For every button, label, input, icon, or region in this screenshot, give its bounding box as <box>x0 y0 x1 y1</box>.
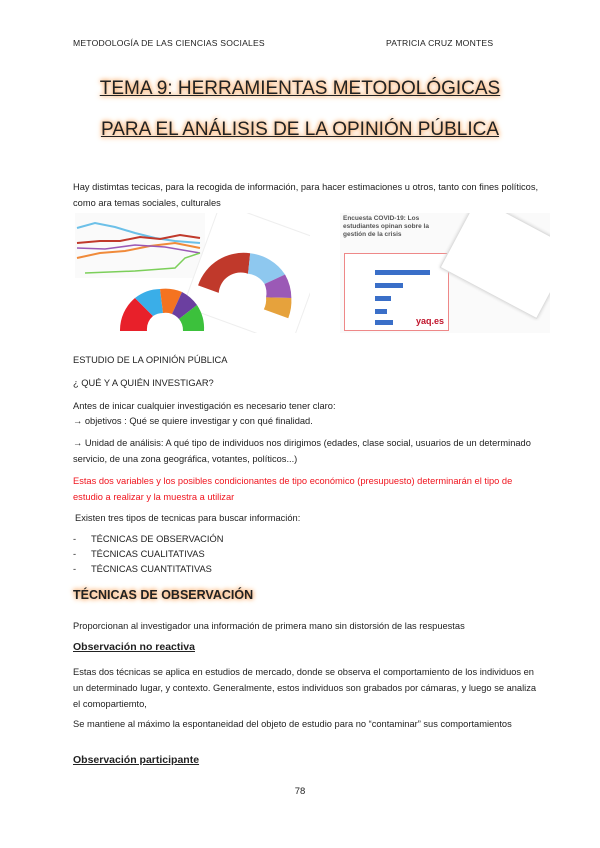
bullet: - <box>73 534 77 544</box>
survey-bar-chart <box>344 253 449 331</box>
question-heading: ¿ QUÉ Y A QUIÉN INVESTIGAR? <box>73 378 214 388</box>
red-note: Estas dos variables y los posibles condicionantes de tipo económico (presupuesto) determinarán el tipo de estudio a realizar y la muestra a utilizar <box>73 476 513 502</box>
nonreactive-text: Estas dos técnicas se aplica en estudios de mercado, donde se observa el comportamiento de los individuos en un determinado lugar, y contexto. Generalmente, estos individuos son grabados por cámaras, y luego se analiza el comopartiemto, <box>73 667 537 709</box>
list-item: - TÉCNICAS CUALITATIVAS <box>73 549 205 559</box>
observation-text: Proporcionan al investigador una información de primera mano sin distorsión de las respuestas <box>73 621 465 631</box>
list-item: - TÉCNICAS CUANTITATIVAS <box>73 564 212 574</box>
before-text: Antes de inicar cualquier investigación es necesario tener claro: <box>73 401 336 411</box>
unit-text: → Unidad de análisis: A qué tipo de individuos nos dirigimos (edades, clase social, usuarios de un determinado servicio, de una zona geográfica, votantes, políticos...) <box>73 438 531 464</box>
observation-heading: TÉCNICAS DE OBSERVACIÓN <box>73 588 254 602</box>
page-title-line2: PARA EL ANÁLISIS DE LA OPINIÓN PÚBLICA <box>100 119 500 140</box>
bullet: - <box>73 549 77 559</box>
types-intro: Existen tres tipos de tecnicas para buscar información: <box>75 513 301 523</box>
political-charts-image <box>75 213 310 333</box>
page-number: 78 <box>294 786 306 797</box>
intro-paragraph: Hay distimtas tecicas, para la recogida de información, para hacer estimaciones u otros, tanto con fines políticos, como ara temas sociales, culturales <box>73 182 539 208</box>
survey-image <box>340 213 550 333</box>
participant-heading: Observación participante <box>73 754 200 766</box>
nonreactive-heading: Observación no reactiva <box>73 641 195 653</box>
spontaneity-text: Se mantiene al máximo la espontaneidad del objeto de estudio para no “contaminar” sus comportamientos <box>73 719 512 729</box>
bullet: - <box>73 564 77 574</box>
section-heading-opinion: ESTUDIO DE LA OPINIÓN PÚBLICA <box>73 355 228 365</box>
header-course: METODOLOGÍA DE LAS CIENCIAS SOCIALES <box>73 38 265 48</box>
news-card <box>440 213 550 319</box>
header-author: PATRICIA CRUZ MONTES <box>386 38 494 48</box>
survey-logo: yaq.es <box>415 316 444 326</box>
page-title-line1: TEMA 9: HERRAMIENTAS METODOLÓGICAS <box>99 78 501 99</box>
objectives-text: → objetivos : Qué se quiere investigar y con qué finalidad. <box>73 416 313 426</box>
survey-title: Encuesta COVID-19: Los estudiantes opinan sobre la gestión de la crisis <box>343 215 429 238</box>
list-item: - TÉCNICAS DE OBSERVACIÓN <box>73 534 224 544</box>
